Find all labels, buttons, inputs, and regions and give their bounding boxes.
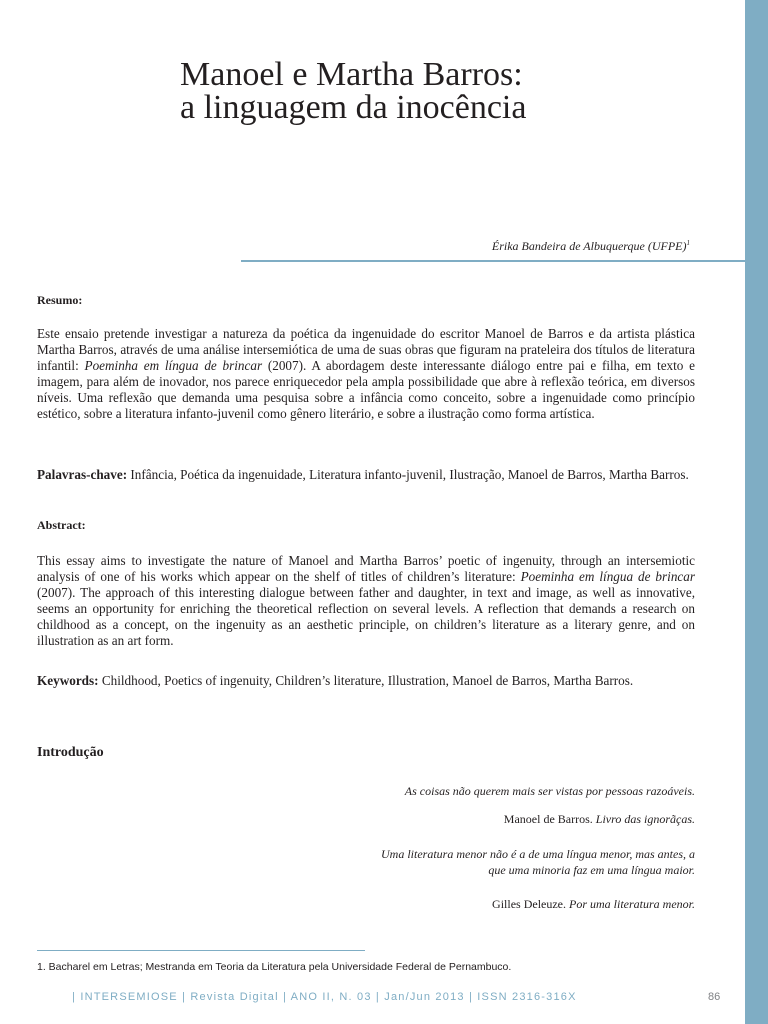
journal-footer: | INTERSEMIOSE | Revista Digital | ANO II, N. 03 | Jan/Jun 2013 | ISSN 2316-316X [72, 991, 577, 1003]
section-heading-introducao: Introdução [37, 745, 104, 760]
epigraph-1-attribution: Manoel de Barros. Livro das ignorãças. [503, 812, 695, 826]
epigraph-2-quote: Uma literatura menor não é a de uma língua menor, mas antes, a que uma minoria faz em uma língua maior. [381, 847, 695, 877]
title-line-2: a linguagem da inocência [180, 89, 527, 126]
palavras-chave [37, 467, 695, 483]
article-title [180, 58, 700, 124]
title-line-1: Manoel e Martha Barros: [180, 56, 523, 93]
keywords-text: Childhood, Poetics of ingenuity, Children’s literature, Illustration, Manoel de Barros, Martha Barros. [101, 673, 634, 688]
author-line [492, 239, 690, 254]
resumo-label: Resumo: [37, 293, 83, 307]
palavras-chave-label: Palavras-chave: [37, 467, 128, 482]
footnote-1: 1. Bacharel em Letras; Mestranda em Teoria da Literatura pela Universidade Federal de Pernambuco. [37, 961, 512, 973]
author-divider [241, 260, 745, 262]
abstract-label: Abstract: [37, 518, 86, 532]
abstract-text: This essay aims to investigate the nature of Manoel and Martha Barros’ poetic of ingenuity, through an intersemiotic analysis of one of his works which appear on the shelf of titles of children’s literature: Poeminha em língua de brincar (2007). The approach of this interesting dialogue between father and daughter, in text and image, as well as innovative, seems an opportunity for enriching the theoretical reflection on several levels. A reflection that demands a research on childhood as a concept, on the ingenuity as an aesthetic principle, on children’s literature as a literary genre, and on illustration as an art form. [37, 553, 695, 648]
author-footnote-marker: 1 [686, 239, 690, 247]
side-accent-bar [745, 0, 768, 1024]
page-number: 86 [708, 991, 721, 1003]
keywords-label: Keywords: [37, 673, 99, 688]
abstract-book-title: Poeminha em língua de brincar [520, 569, 695, 584]
resumo-text: Este ensaio pretende investigar a natureza da poética da ingenuidade do escritor Manoel de Barros e da artista plástica Martha Barros, através de uma análise intersemiótica de uma de suas obras que figuram na prateleira dos títulos de literatura infantil: Poeminha em língua de brincar (2007). A abordagem deste interessante diálogo entre pai e filha, em texto e imagem, para além de inovador, nos parece enriquecedor pela ampla possibilidade que abre à reflexão teórica, em diversos níveis. Uma reflexão que demanda uma pesquisa sobre a infância como conceito, sobre a ingenuidade como princípio estético, sobre a literatura infanto-juvenil como gênero literário, e sobre a ilustração como forma artística. [37, 326, 695, 421]
footnote-divider [37, 950, 365, 951]
epigraph-1-quote: As coisas não querem mais ser vistas por pessoas razoáveis. [404, 784, 695, 798]
keywords [37, 673, 695, 689]
author-name: Érika Bandeira de Albuquerque (UFPE) [491, 239, 687, 253]
epigraph-2-attribution: Gilles Deleuze. Por uma literatura menor. [492, 897, 695, 911]
resumo-book-title: Poeminha em língua de brincar [84, 358, 263, 373]
palavras-chave-text: Infância, Poética da ingenuidade, Literatura infanto-juvenil, Ilustração, Manoel de Barros, Martha Barros. [130, 467, 689, 482]
